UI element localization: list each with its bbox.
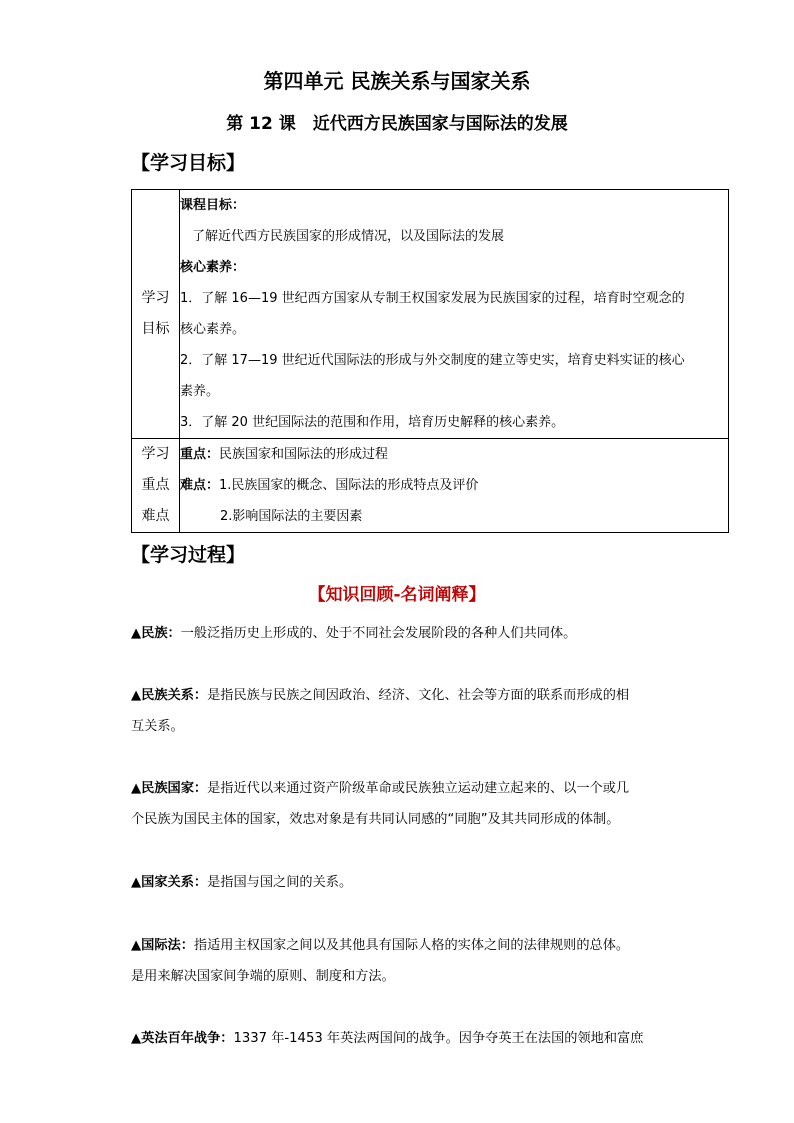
label-line: 学习	[141, 446, 170, 462]
term-entry	[131, 680, 691, 742]
course-goal-heading: 课程目标：	[180, 198, 246, 213]
term-text: 互关系。	[131, 719, 184, 734]
term-label: ▲民族国家：	[131, 781, 208, 796]
label-line: 目标	[141, 321, 170, 337]
label-line: 学习	[141, 290, 170, 306]
core-item: 素养。	[180, 384, 220, 399]
term-text: 个民族为国民主体的国家，效忠对象是有共同认同感的“同胞”及其共同形成的体制。	[131, 812, 620, 827]
course-goal-text: 了解近代西方民族国家的形成情况，以及国际法的发展	[192, 229, 505, 244]
key-points-row	[132, 439, 729, 533]
term-label: ▲民族：	[131, 626, 181, 641]
difficulty-item: 1.民族国家的概念、国际法的形成特点及评价	[219, 478, 479, 493]
difficulty-label: 难点：	[180, 478, 220, 493]
learning-goals-heading: 【学习目标】	[131, 152, 246, 174]
term-text: 1337 年-1453 年英法两国间的战争。因争夺英王在法国的领地和富庶	[233, 1031, 644, 1046]
core-heading: 核心素养：	[180, 260, 246, 275]
unit-title: 第四单元 民族关系与国家关系	[263, 69, 531, 93]
lesson-title: 第 12 课 近代西方民族国家与国际法的发展	[226, 114, 568, 134]
term-text: 是指近代以来通过资产阶级革命或民族独立运动建立起来的、以一个或几	[207, 781, 630, 796]
term-entry	[131, 618, 691, 649]
label-line: 重点	[141, 477, 170, 493]
key-point-label: 重点：	[180, 447, 220, 462]
goals-row-label	[132, 190, 180, 439]
term-text: 指适用主权国家之间以及其他具有国际人格的实体之间的法律规则的总体。	[193, 938, 630, 953]
learning-process-heading: 【学习过程】	[131, 544, 246, 566]
label-line: 难点	[141, 508, 170, 524]
core-item: 3．了解 20 世纪国际法的范围和作用，培育历史解释的核心素养。	[180, 415, 565, 430]
core-item: 1．了解 16—19 世纪西方国家从专制王权国家发展为民族国家的过程，培育时空观念的	[180, 291, 685, 306]
core-item: 2．了解 17—19 世纪近代国际法的形成与外交制度的建立等史实，培育史料实证的核心	[180, 353, 685, 368]
core-item: 核心素养。	[180, 322, 246, 337]
key-point-text: 民族国家和国际法的形成过程	[219, 447, 389, 462]
term-label: ▲国家关系：	[131, 875, 208, 890]
learning-goals-table	[131, 189, 729, 533]
key-points-row-label	[132, 439, 180, 533]
term-text: 是用来解决国家间争端的原则、制度和方法。	[131, 969, 395, 984]
term-label: ▲国际法：	[131, 938, 194, 953]
term-entry	[131, 930, 691, 992]
term-label: ▲英法百年战争：	[131, 1031, 234, 1046]
goals-row-content	[180, 190, 729, 439]
term-text: 是指民族与民族之间因政治、经济、文化、社会等方面的联系而形成的相	[207, 688, 630, 703]
goals-row	[132, 190, 729, 439]
term-entry	[131, 773, 691, 835]
knowledge-review-heading: 【知识回顾-名词阐释】	[308, 585, 486, 605]
term-text: 一般泛指历史上形成的、处于不同社会发展阶段的各种人们共同体。	[180, 626, 577, 641]
term-entry	[131, 867, 691, 898]
difficulty-item: 2.影响国际法的主要因素	[220, 509, 363, 524]
term-entry	[131, 1023, 691, 1054]
term-label: ▲民族关系：	[131, 688, 208, 703]
term-text: 是指国与国之间的关系。	[207, 875, 353, 890]
key-points-row-content	[180, 439, 729, 533]
